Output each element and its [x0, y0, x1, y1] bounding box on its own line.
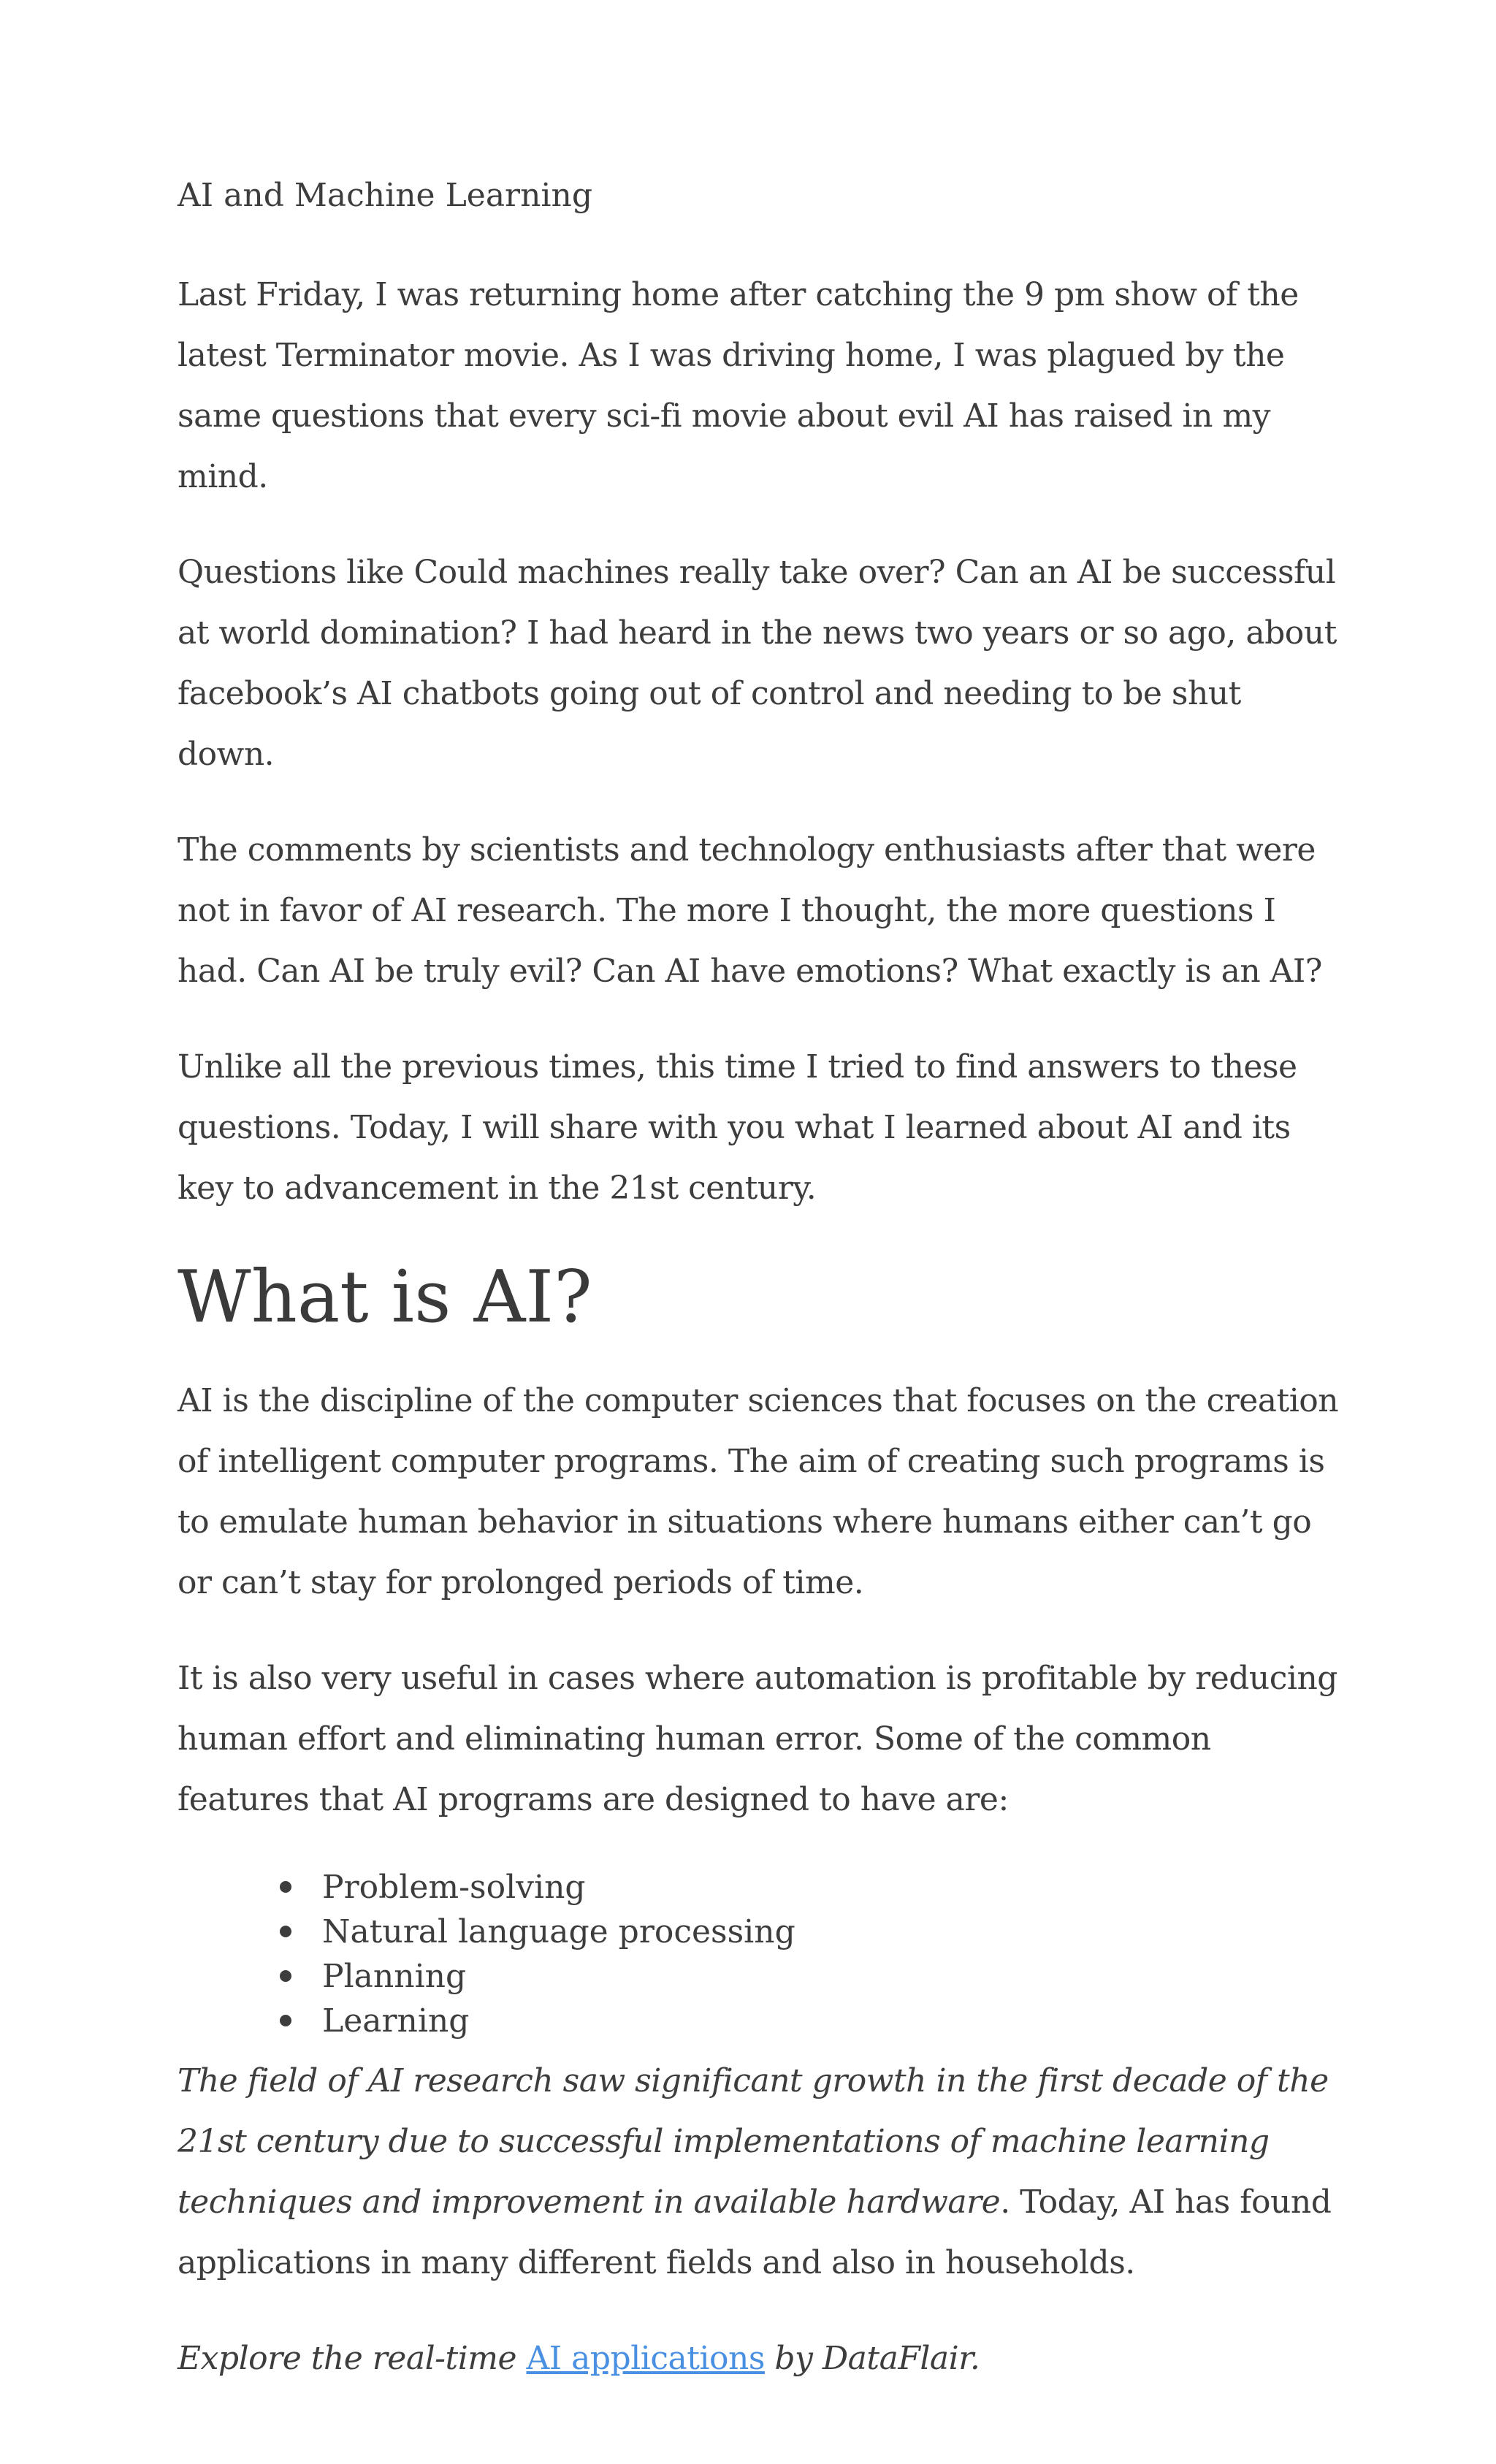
- bullet-icon: [280, 1881, 291, 1893]
- bullet-icon: [280, 1926, 291, 1937]
- growth-rest-text: . Today, AI has found applications in many different fields and also in households.: [178, 2183, 1332, 2281]
- section-heading: What is AI?: [178, 1256, 592, 1339]
- intro-paragraph-4: Unlike all the previous times, this time I tried to find answers to these questions. Today, I will share with you what I learned about AI and its key to advancement in the 21st century.: [178, 1048, 1297, 1207]
- intro-paragraph-1: Last Friday, I was returning home after catching the 9 pm show of the latest Terminator movie. As I was driving home, I was plagued by the same questions that every sci-fi movie about evil AI has raised in my mind.: [178, 276, 1299, 495]
- list-item: [280, 1954, 1339, 1999]
- feature-list: [178, 1865, 1339, 2043]
- bullet-icon: [280, 1970, 291, 1982]
- list-item: [280, 1910, 1339, 1954]
- list-item: [280, 1865, 1339, 1910]
- growth-paragraph: [178, 2051, 1339, 2293]
- explore-suffix: by DataFlair.: [764, 2340, 980, 2377]
- ai-applications-link[interactable]: AI applications: [526, 2340, 765, 2377]
- list-item-label: Planning: [322, 1958, 467, 1995]
- intro-paragraph-3: The comments by scientists and technology enthusiasts after that were not in favor of AI research. The more I thought, the more questions I had. Can AI be truly evil? Can AI have emotions? What exactly is an AI?: [178, 831, 1322, 990]
- explore-paragraph: [178, 2328, 1339, 2389]
- list-item-label: Learning: [322, 2002, 470, 2040]
- explore-prefix: Explore the real-time: [178, 2340, 527, 2377]
- section-paragraph-2: It is also very useful in cases where automation is profitable by reducing human effort and eliminating human error. Some of the common features that AI programs are designed to have are:: [178, 1660, 1337, 1818]
- growth-italic-text: The field of AI research saw significant growth in the first decade of the 21st century due to successful implementations of machine learning techniques and improvement in available hardware: [178, 2062, 1329, 2221]
- intro-paragraph-2: Questions like Could machines really take over? Can an AI be successful at world domination? I had heard in the news two years or so ago, about facebook’s AI chatbots going out of control and needing to be shut down.: [178, 554, 1337, 773]
- document-title: AI and Machine Learning: [178, 177, 593, 214]
- list-item-label: Natural language processing: [322, 1913, 795, 1950]
- document-page: [178, 174, 1339, 2424]
- list-item: [280, 1999, 1339, 2043]
- list-item-label: Problem-solving: [322, 1869, 586, 1906]
- bullet-icon: [280, 2015, 291, 2026]
- section-paragraph-1: AI is the discipline of the computer sciences that focuses on the creation of intelligent computer programs. The aim of creating such programs is to emulate human behavior in situations where humans either can’t go or can’t stay for prolonged periods of time.: [178, 1382, 1339, 1601]
